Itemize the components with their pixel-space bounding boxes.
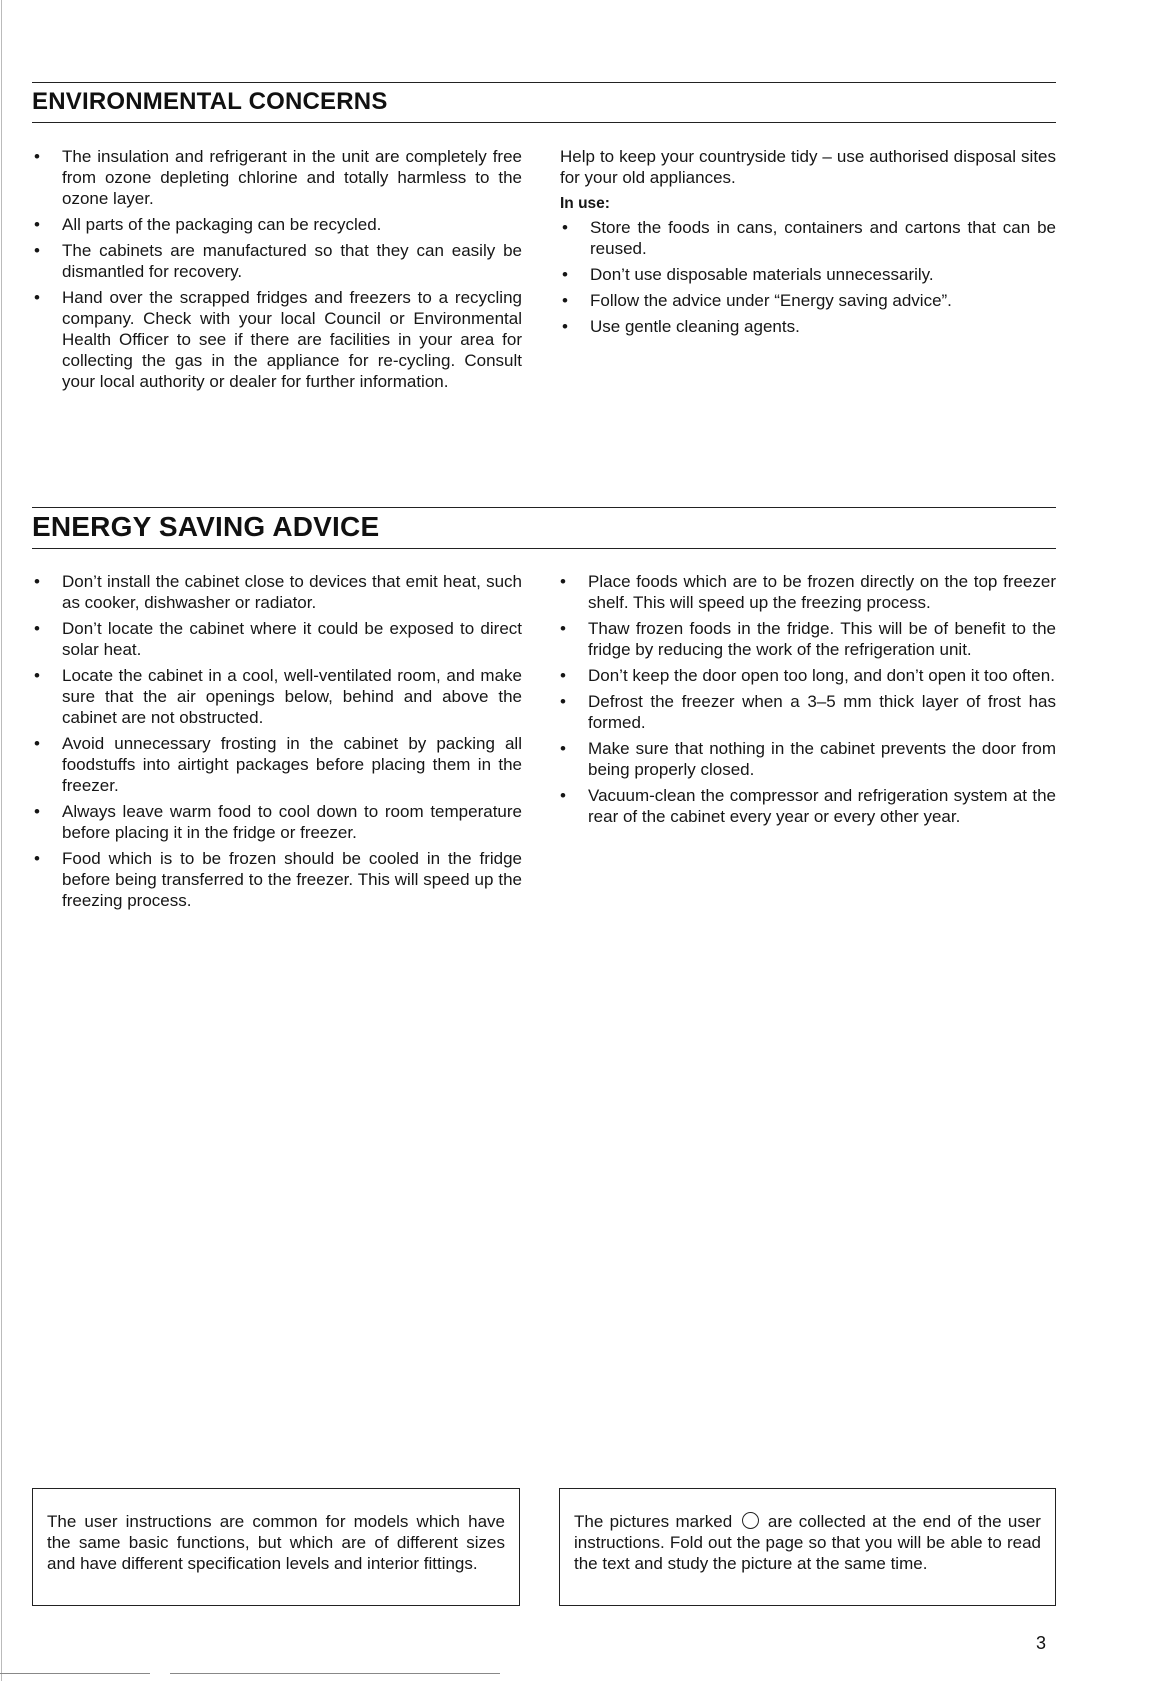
in-use-heading: In use: xyxy=(560,195,610,212)
list-item: • Store the foods in cans, containers and cartons that can be reused. xyxy=(560,217,1056,259)
list-item: • Defrost the freezer when a 3–5 mm thick layer of frost has formed. xyxy=(558,691,1056,733)
circle-marker-icon xyxy=(742,1512,759,1529)
section-bottom-rule xyxy=(32,122,1056,123)
energy-section xyxy=(32,503,1056,923)
list-item: • Vacuum-clean the compressor and refrigeration system at the rear of the cabinet every year or every other year. xyxy=(558,785,1056,827)
pictures-note-box xyxy=(559,1488,1056,1606)
environmental-right-column xyxy=(560,146,1056,342)
page-margin-line xyxy=(1,0,2,1681)
list-item: • Locate the cabinet in a cool, well-ventilated room, and make sure that the air openings below, behind and above the cabinet are not obstructed. xyxy=(32,665,522,728)
section-title: ENVIRONMENTAL CONCERNS xyxy=(32,88,388,115)
list-item: • Place foods which are to be frozen directly on the top freezer shelf. This will speed up the freezing process. xyxy=(558,571,1056,613)
energy-right-list xyxy=(558,571,1056,827)
bottom-edge-line xyxy=(0,1673,150,1674)
energy-left-list xyxy=(32,571,522,911)
list-item: • Avoid unnecessary frosting in the cabinet by packing all foodstuffs into airtight packages before placing them in the freezer. xyxy=(32,733,522,796)
list-item: • Don’t locate the cabinet where it could be exposed to direct solar heat. xyxy=(32,618,522,660)
list-item: • Don’t use disposable materials unnecessarily. xyxy=(560,264,1056,285)
page-number: 3 xyxy=(1036,1633,1047,1653)
energy-left-column xyxy=(32,571,522,916)
list-item: • The insulation and refrigerant in the unit are completely free from ozone depleting chlorine and totally harmless to the ozone layer. xyxy=(32,146,522,209)
environmental-list xyxy=(32,146,522,392)
section-top-rule xyxy=(32,82,1056,83)
environmental-section xyxy=(32,78,1056,398)
list-item: • Use gentle cleaning agents. xyxy=(560,316,1056,337)
section-top-rule xyxy=(32,507,1056,508)
list-item: • Make sure that nothing in the cabinet prevents the door from being properly closed. xyxy=(558,738,1056,780)
list-item: • Don’t install the cabinet close to devices that emit heat, such as cooker, dishwasher or radiator. xyxy=(32,571,522,613)
list-item: • Food which is to be frozen should be cooled in the fridge before being transferred to the freezer. This will speed up the freezing process. xyxy=(32,848,522,911)
list-item: • All parts of the packaging can be recycled. xyxy=(32,214,522,235)
list-item: • Follow the advice under “Energy saving advice”. xyxy=(560,290,1056,311)
models-note-text: The user instructions are common for models which have the same basic functions, but which are of different sizes and have different specification levels and interior fittings. xyxy=(47,1512,505,1573)
pictures-note-text-start: The pictures marked xyxy=(574,1512,733,1531)
environmental-left-column xyxy=(32,146,522,397)
list-item: • The cabinets are manufactured so that they can easily be dismantled for recovery. xyxy=(32,240,522,282)
list-item: • Hand over the scrapped fridges and freezers to a recycling company. Check with your local Council or Environmental Health Officer to see if there are facilities in your area for collecting the gas in the appliance for re-cycling. Consult your local authority or dealer for further information. xyxy=(32,287,522,392)
bottom-edge-line xyxy=(170,1673,500,1674)
list-item: • Thaw frozen foods in the fridge. This will be of benefit to the fridge by reducing the work of the refrigeration unit. xyxy=(558,618,1056,660)
models-note-box xyxy=(32,1488,520,1606)
disposal-paragraph: Help to keep your countryside tidy – use authorised disposal sites for your old appliances. xyxy=(560,147,1056,187)
list-item: • Always leave warm food to cool down to room temperature before placing it in the fridge or freezer. xyxy=(32,801,522,843)
pictures-note-text-end: are collected at the end of the user instructions. Fold out the page so that you will be able to read the text and study the picture at the same time. xyxy=(574,1512,1041,1573)
energy-right-column xyxy=(558,571,1056,832)
list-item: • Don’t keep the door open too long, and don’t open it too often. xyxy=(558,665,1056,686)
section-title: ENERGY SAVING ADVICE xyxy=(32,511,380,542)
in-use-list xyxy=(560,217,1056,337)
section-bottom-rule xyxy=(32,548,1056,549)
